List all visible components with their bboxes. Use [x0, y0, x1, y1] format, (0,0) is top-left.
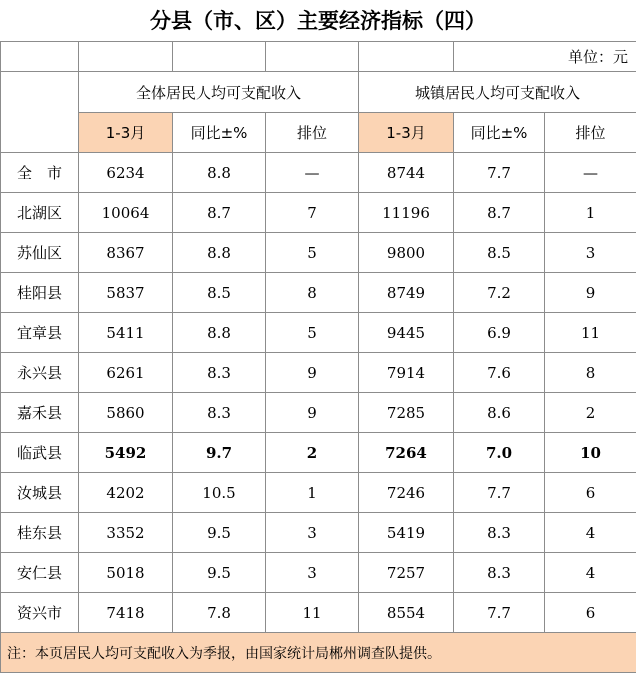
cell-urban-yoy: 7.0: [454, 433, 545, 473]
cell-all-income: 5411: [79, 313, 173, 353]
blank-cell: [173, 42, 266, 72]
region-name: 北湖区: [1, 193, 79, 233]
table-row: [1, 153, 636, 193]
cell-all-income: 10064: [79, 193, 173, 233]
col-header-yoy: 同比±%: [454, 113, 545, 153]
table-row: [1, 553, 636, 593]
cell-urban-rank: 4: [545, 513, 636, 553]
cell-urban-rank: —: [545, 153, 636, 193]
corner-blank: [1, 42, 79, 72]
cell-all-income: 6234: [79, 153, 173, 193]
cell-all-rank: 9: [266, 353, 359, 393]
col-header-rank: 排位: [545, 113, 636, 153]
cell-urban-rank: 1: [545, 193, 636, 233]
cell-all-rank: 7: [266, 193, 359, 233]
table-row: [1, 233, 636, 273]
table-row-highlighted: [1, 433, 636, 473]
table-row: [1, 393, 636, 433]
region-name: 汝城县: [1, 473, 79, 513]
economic-indicator-table: [0, 41, 636, 673]
cell-all-rank: 3: [266, 553, 359, 593]
cell-all-yoy: 10.5: [173, 473, 266, 513]
group-header-urban-residents: 城镇居民人均可支配收入: [359, 72, 636, 113]
region-name: 永兴县: [1, 353, 79, 393]
table-row: [1, 593, 636, 633]
cell-urban-income: 8744: [359, 153, 454, 193]
table-row: [1, 273, 636, 313]
region-name: 宜章县: [1, 313, 79, 353]
blank-cell: [359, 42, 454, 72]
cell-all-yoy: 9.5: [173, 513, 266, 553]
cell-all-yoy: 8.7: [173, 193, 266, 233]
cell-all-yoy: 7.8: [173, 593, 266, 633]
cell-urban-rank: 6: [545, 593, 636, 633]
cell-urban-yoy: 7.7: [454, 593, 545, 633]
table-row: [1, 473, 636, 513]
cell-all-yoy: 8.8: [173, 313, 266, 353]
cell-urban-yoy: 8.6: [454, 393, 545, 433]
cell-urban-yoy: 8.5: [454, 233, 545, 273]
cell-all-rank: 8: [266, 273, 359, 313]
cell-urban-income: 7246: [359, 473, 454, 513]
cell-urban-income: 9800: [359, 233, 454, 273]
cell-urban-rank: 2: [545, 393, 636, 433]
cell-all-income: 5837: [79, 273, 173, 313]
cell-all-income: 6261: [79, 353, 173, 393]
cell-all-yoy: 8.5: [173, 273, 266, 313]
region-name: 资兴市: [1, 593, 79, 633]
cell-urban-income: 7264: [359, 433, 454, 473]
cell-urban-yoy: 8.7: [454, 193, 545, 233]
region-name: 桂阳县: [1, 273, 79, 313]
cell-urban-yoy: 6.9: [454, 313, 545, 353]
cell-urban-yoy: 7.7: [454, 473, 545, 513]
cell-all-income: 5860: [79, 393, 173, 433]
cell-all-yoy: 9.7: [173, 433, 266, 473]
region-name: 苏仙区: [1, 233, 79, 273]
cell-all-income: 8367: [79, 233, 173, 273]
cell-urban-rank: 8: [545, 353, 636, 393]
cell-all-rank: —: [266, 153, 359, 193]
table-row: [1, 353, 636, 393]
table-row: [1, 193, 636, 233]
cell-urban-income: 7257: [359, 553, 454, 593]
cell-all-yoy: 8.8: [173, 233, 266, 273]
cell-all-rank: 5: [266, 313, 359, 353]
col-header-period: 1-3月: [359, 113, 454, 153]
cell-all-income: 5492: [79, 433, 173, 473]
cell-all-rank: 2: [266, 433, 359, 473]
col-header-yoy: 同比±%: [173, 113, 266, 153]
cell-urban-income: 5419: [359, 513, 454, 553]
region-name: 临武县: [1, 433, 79, 473]
cell-all-income: 3352: [79, 513, 173, 553]
cell-urban-yoy: 8.3: [454, 553, 545, 593]
blank-cell: [266, 42, 359, 72]
cell-urban-rank: 11: [545, 313, 636, 353]
col-header-period: 1-3月: [79, 113, 173, 153]
cell-urban-yoy: 7.7: [454, 153, 545, 193]
cell-urban-rank: 3: [545, 233, 636, 273]
blank-cell: [79, 42, 173, 72]
cell-all-rank: 3: [266, 513, 359, 553]
footnote: 注：本页居民人均可支配收入为季报，由国家统计局郴州调查队提供。: [1, 633, 636, 673]
cell-all-income: 7418: [79, 593, 173, 633]
cell-all-rank: 5: [266, 233, 359, 273]
page-title: 分县（市、区）主要经济指标（四）: [0, 0, 636, 42]
cell-urban-income: 7914: [359, 353, 454, 393]
region-name: 桂东县: [1, 513, 79, 553]
cell-urban-yoy: 7.6: [454, 353, 545, 393]
table-row: [1, 513, 636, 553]
cell-all-yoy: 8.8: [173, 153, 266, 193]
region-name: 嘉禾县: [1, 393, 79, 433]
cell-all-rank: 9: [266, 393, 359, 433]
cell-all-yoy: 9.5: [173, 553, 266, 593]
cell-all-income: 5018: [79, 553, 173, 593]
cell-urban-income: 8749: [359, 273, 454, 313]
cell-urban-rank: 9: [545, 273, 636, 313]
cell-urban-income: 7285: [359, 393, 454, 433]
cell-urban-rank: 6: [545, 473, 636, 513]
cell-urban-income: 9445: [359, 313, 454, 353]
cell-urban-income: 8554: [359, 593, 454, 633]
cell-urban-yoy: 7.2: [454, 273, 545, 313]
cell-all-income: 4202: [79, 473, 173, 513]
cell-all-rank: 11: [266, 593, 359, 633]
region-name: 安仁县: [1, 553, 79, 593]
region-name: 全 市: [1, 153, 79, 193]
table-row: [1, 313, 636, 353]
cell-urban-rank: 4: [545, 553, 636, 593]
cell-urban-yoy: 8.3: [454, 513, 545, 553]
unit-label: 单位：元: [545, 42, 636, 72]
col-header-rank: 排位: [266, 113, 359, 153]
region-header-corner: [1, 72, 79, 153]
cell-urban-income: 11196: [359, 193, 454, 233]
cell-all-rank: 1: [266, 473, 359, 513]
group-header-all-residents: 全体居民人均可支配收入: [79, 72, 359, 113]
cell-all-yoy: 8.3: [173, 393, 266, 433]
cell-urban-rank: 10: [545, 433, 636, 473]
cell-all-yoy: 8.3: [173, 353, 266, 393]
blank-cell: [454, 42, 545, 72]
